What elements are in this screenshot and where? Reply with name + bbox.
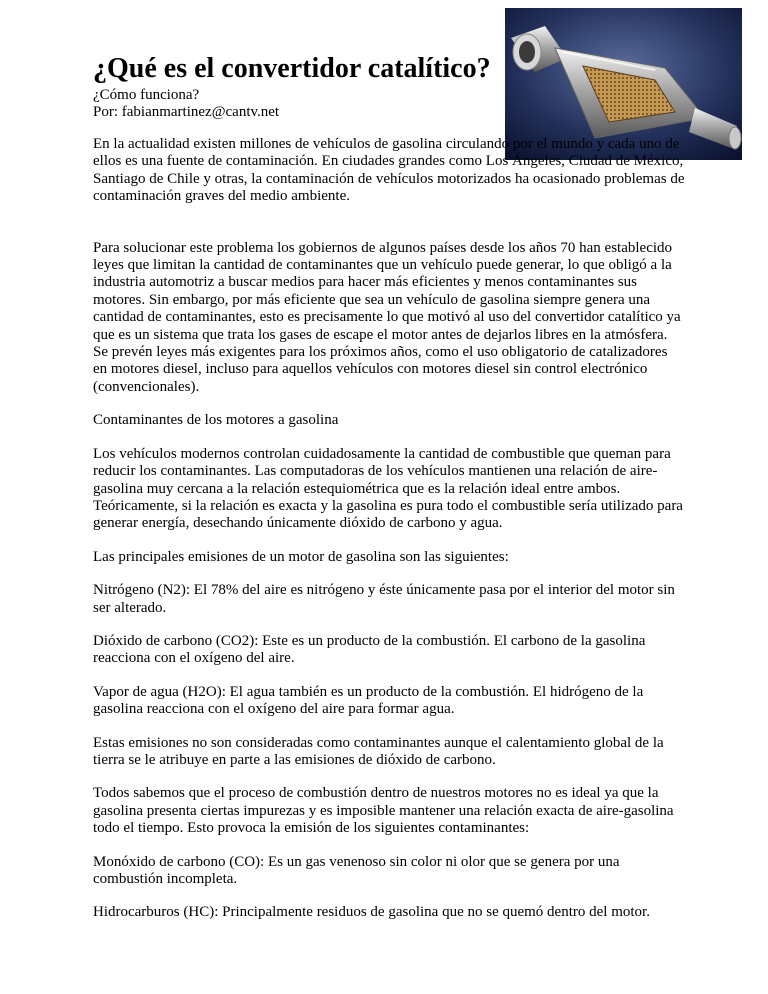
section-heading: Contaminantes de los motores a gasolina bbox=[93, 412, 339, 429]
paragraph-not-pollutants: Estas emisiones no son consideradas como contaminantes aunque el calentamiento global de la tierra se le atribuye en parte a las emisiones de dióxido de carbono. bbox=[93, 734, 664, 768]
paragraph-co: Monóxido de carbono (CO): Es un gas venenoso sin color ni olor que se genera por una combustión incompleta. bbox=[93, 853, 620, 887]
paragraph-laws: Para solucionar este problema los gobiernos de algunos países desde los años 70 han establecido leyes que limitan la cantidad de contaminantes que un vehículo puede generar, lo que obligó a la industria automotriz a buscar medios para hacer más eficientes y menos contaminantes sus motores. Sin embargo, por más eficiente que sea un vehículo de gasolina siempre genera una cantidad de contaminantes, esto es precisamente lo que motivó al uso del convertidor catalítico ya que es un sistema que trata los gases de escape el motor antes de dejarlos libres en la atmósfera. bbox=[93, 239, 681, 343]
paragraph-combustion: Todos sabemos que el proceso de combustión dentro de nuestros motores no es ideal ya que la gasolina presenta ciertas impurezas y es imposible mantener una relación exacta de aire-gasolina todo el tiempo. Esto provoca la emisión de los siguientes contaminantes: bbox=[93, 785, 674, 837]
page-title: ¿Qué es el convertidor catalítico? bbox=[93, 53, 491, 84]
paragraph-water-vapor: Vapor de agua (H2O): El agua también es un producto de la combustión. El hidrógeno de la gasolina reacciona con el oxígeno del aire para formar agua. bbox=[93, 683, 644, 718]
paragraph-emissions-intro: Las principales emisiones de un motor de gasolina son las siguientes: bbox=[93, 548, 509, 565]
author-line: Por: fabianmartinez@cantv.net bbox=[93, 104, 280, 120]
paragraph-intro: En la actualidad existen millones de vehículos de gasolina circulando por el mundo y cada uno de ellos es una fuente de contaminación. En ciudades grandes como Los Ángeles, Ciudad de México, Santiago de Chile y otras, la contaminación de vehículos motorizados ha ocasionado problemas de contaminación graves del medio ambiente. bbox=[93, 136, 685, 205]
paragraph-nitrogen: Nitrógeno (N2): El 78% del aire es nitrógeno y éste únicamente pasa por el interior del motor sin ser alterado. bbox=[93, 582, 675, 616]
paragraph-modern-vehicles: Los vehículos modernos controlan cuidadosamente la cantidad de combustible que queman para reducir los contaminantes. Las computadoras de los vehículos mantienen una relación de aire-gasolina muy cercana a la relación estequiométrica que es la relación ideal entre ambos. Teóricamente, si la relación es exacta y la gasolina es pura todo el combustible sería utilizado para generar energía, desechando únicamente dióxido de carbono y agua. bbox=[93, 445, 683, 532]
paragraph-future-laws: Se prevén leyes más exigentes para los próximos años, como el uso obligatorio de catalizadores en motores diesel, incluso para aquellos vehículos con motores diesel sin control electrónico (convencionales). bbox=[93, 344, 668, 395]
paragraph-hc: Hidrocarburos (HC): Principalmente residuos de gasolina que no se quemó dentro del motor. bbox=[93, 904, 650, 921]
paragraph-co2: Dióxido de carbono (CO2): Este es un producto de la combustión. El carbono de la gasolina reacciona con el oxígeno del aire. bbox=[93, 632, 646, 667]
subtitle: ¿Cómo funciona? bbox=[93, 87, 200, 103]
article-body bbox=[93, 136, 685, 938]
